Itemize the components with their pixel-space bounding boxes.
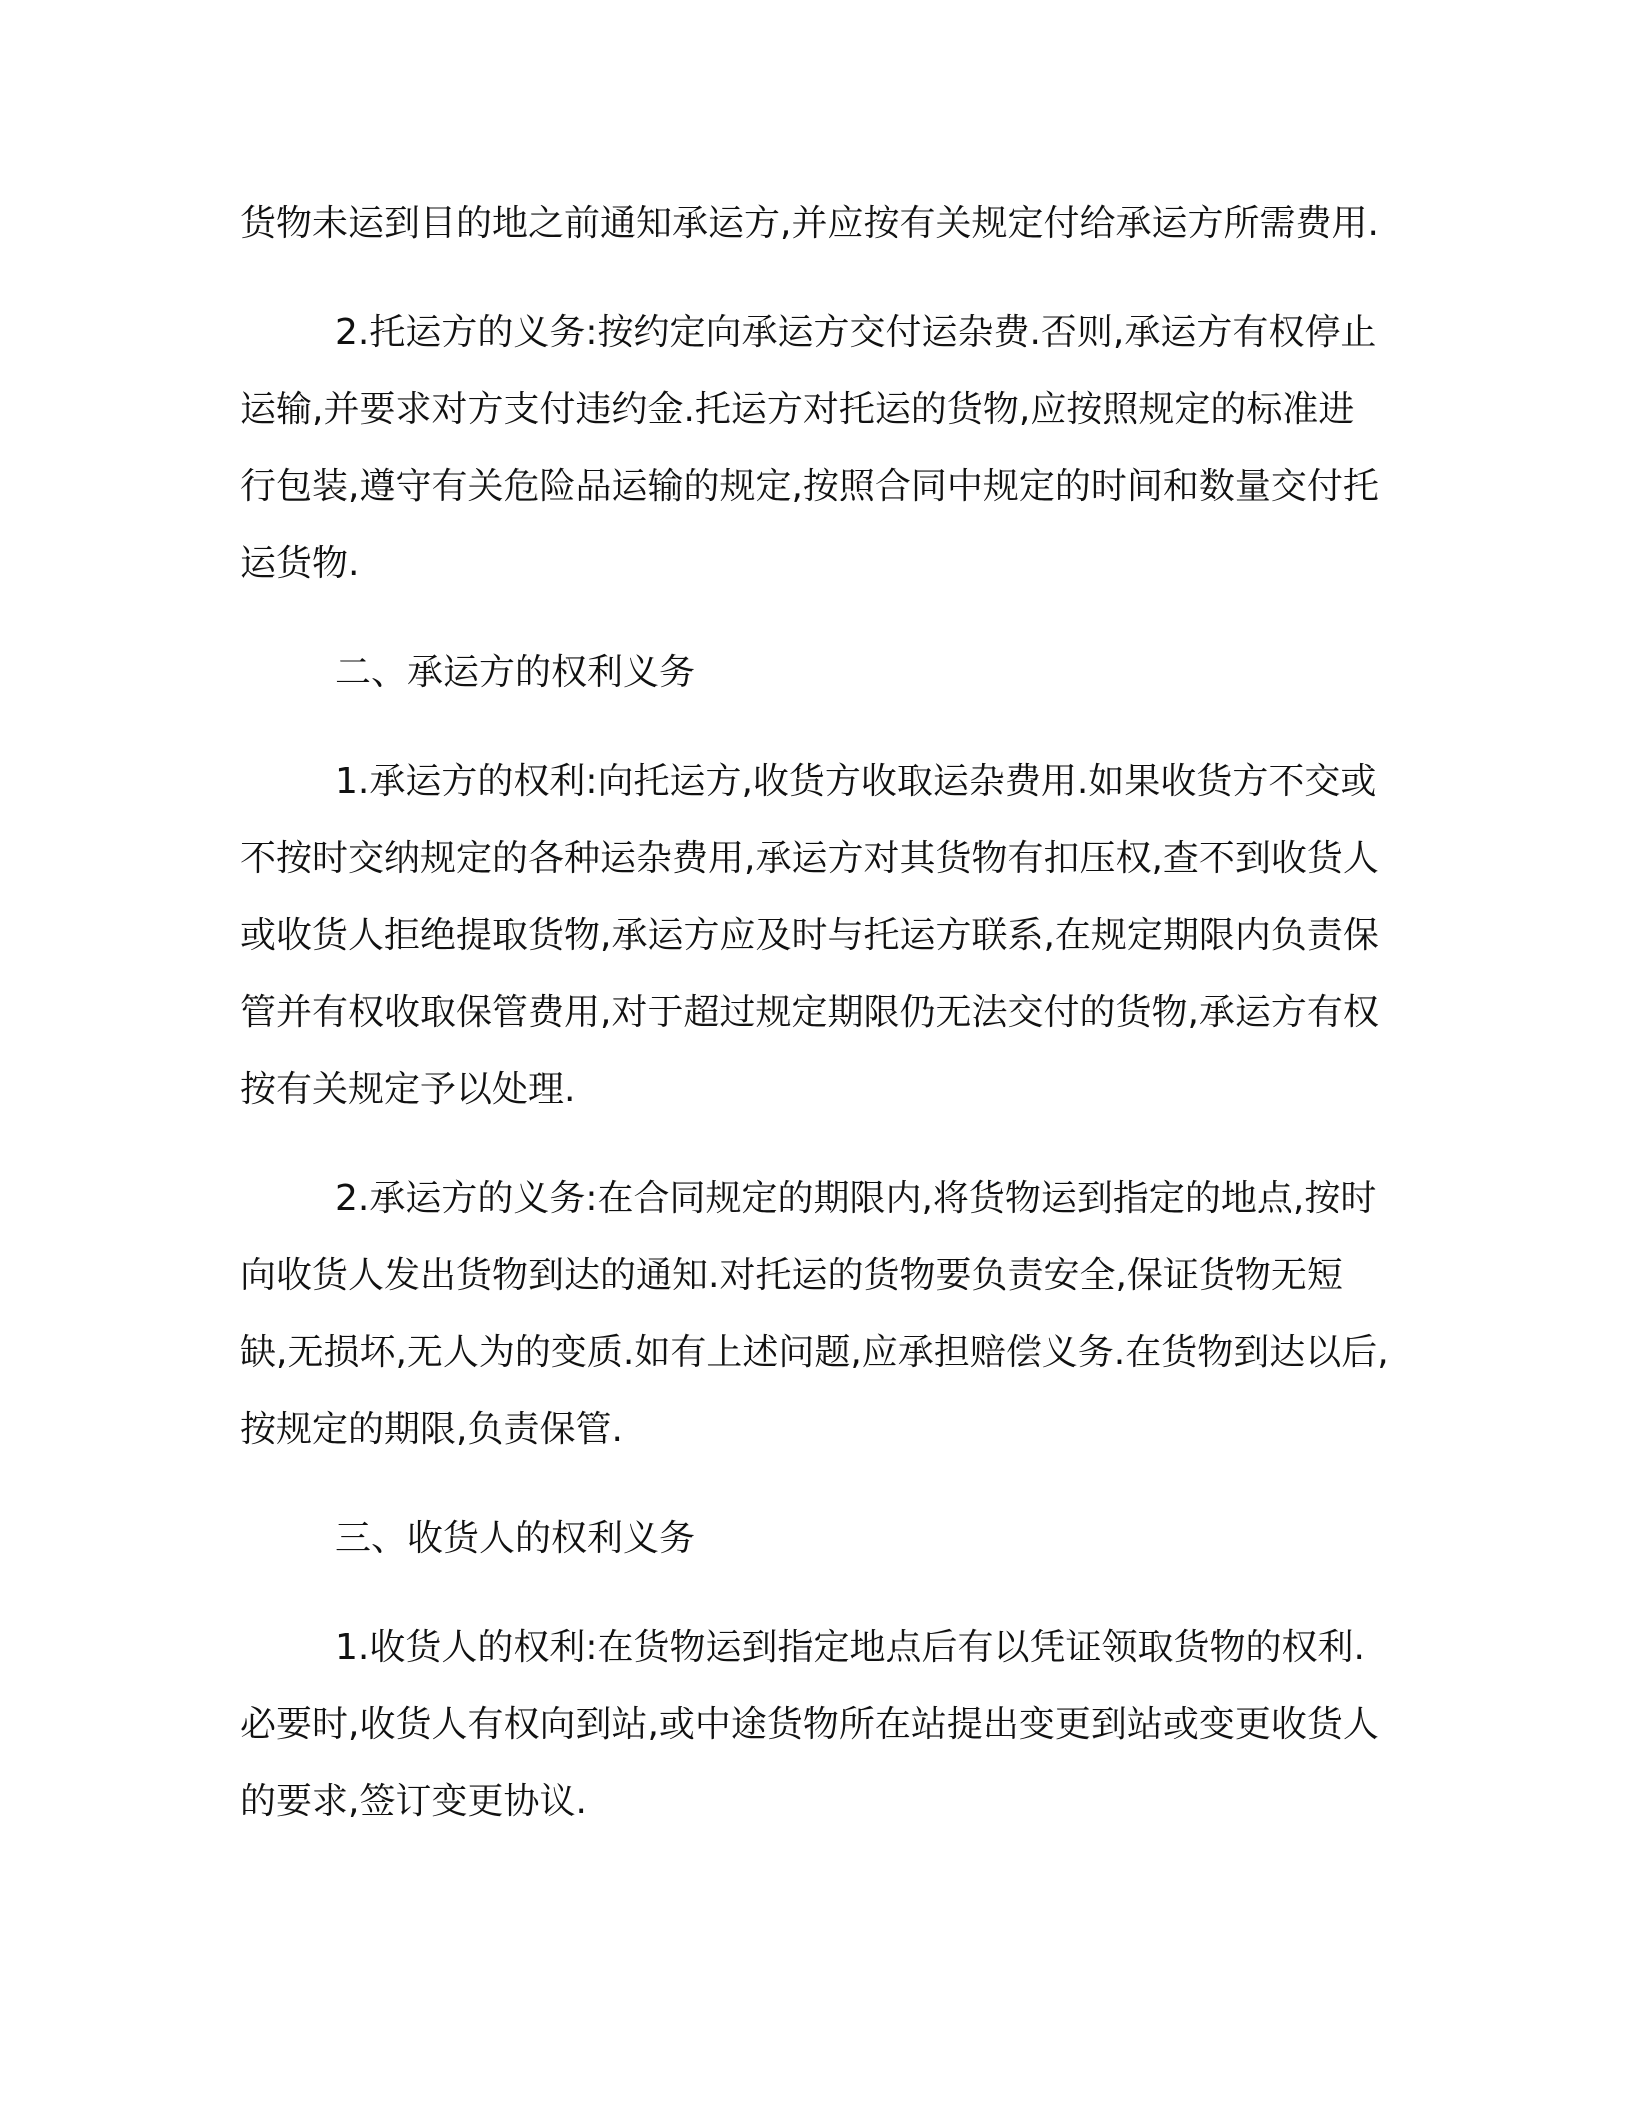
paragraph-carrier-obligations: 2.承运方的义务:在合同规定的期限内,将货物运到指定的地点,按时向收货人发出货物到达的通知.对托运的货物要负责安全,保证货物无短缺,无损坏,无人为的变质.如有上述问题,应承担赔偿义务.在货物到达以后,按规定的期限,负责保管.: [240, 1178, 1389, 1450]
document-page: [240, 185, 1390, 1872]
paragraph-carrier-rights: 1.承运方的权利:向托运方,收货方收取运杂费用.如果收货方不交或不按时交纳规定的各种运杂费用,承运方对其货物有扣压权,查不到收货人或收货人拒绝提取货物,承运方应及时与托运方联系,在规定期限内负责保管并有权收取保管费用,对于超过规定期限仍无法交付的货物,承运方有权按有关规定予以处理.: [240, 761, 1379, 1110]
paragraph-fee-notice: 货物未运到目的地之前通知承运方,并应按有关规定付给承运方所需费用.: [240, 203, 1379, 244]
paragraph-shipper-obligations: 2.托运方的义务:按约定向承运方交付运杂费.否则,承运方有权停止运输,并要求对方支付违约金.托运方对托运的货物,应按照规定的标准进行包装,遵守有关危险品运输的规定,按照合同中规定的时间和数量交付托运货物.: [240, 312, 1379, 584]
heading-carrier-rights-obligations: 二、承运方的权利义务: [335, 652, 696, 693]
paragraph-consignee-rights: 1.收货人的权利:在货物运到指定地点后有以凭证领取货物的权利.必要时,收货人有权向到站,或中途货物所在站提出变更到站或变更收货人的要求,签订变更协议.: [240, 1627, 1379, 1822]
heading-consignee-rights-obligations: 三、收货人的权利义务: [335, 1518, 696, 1559]
